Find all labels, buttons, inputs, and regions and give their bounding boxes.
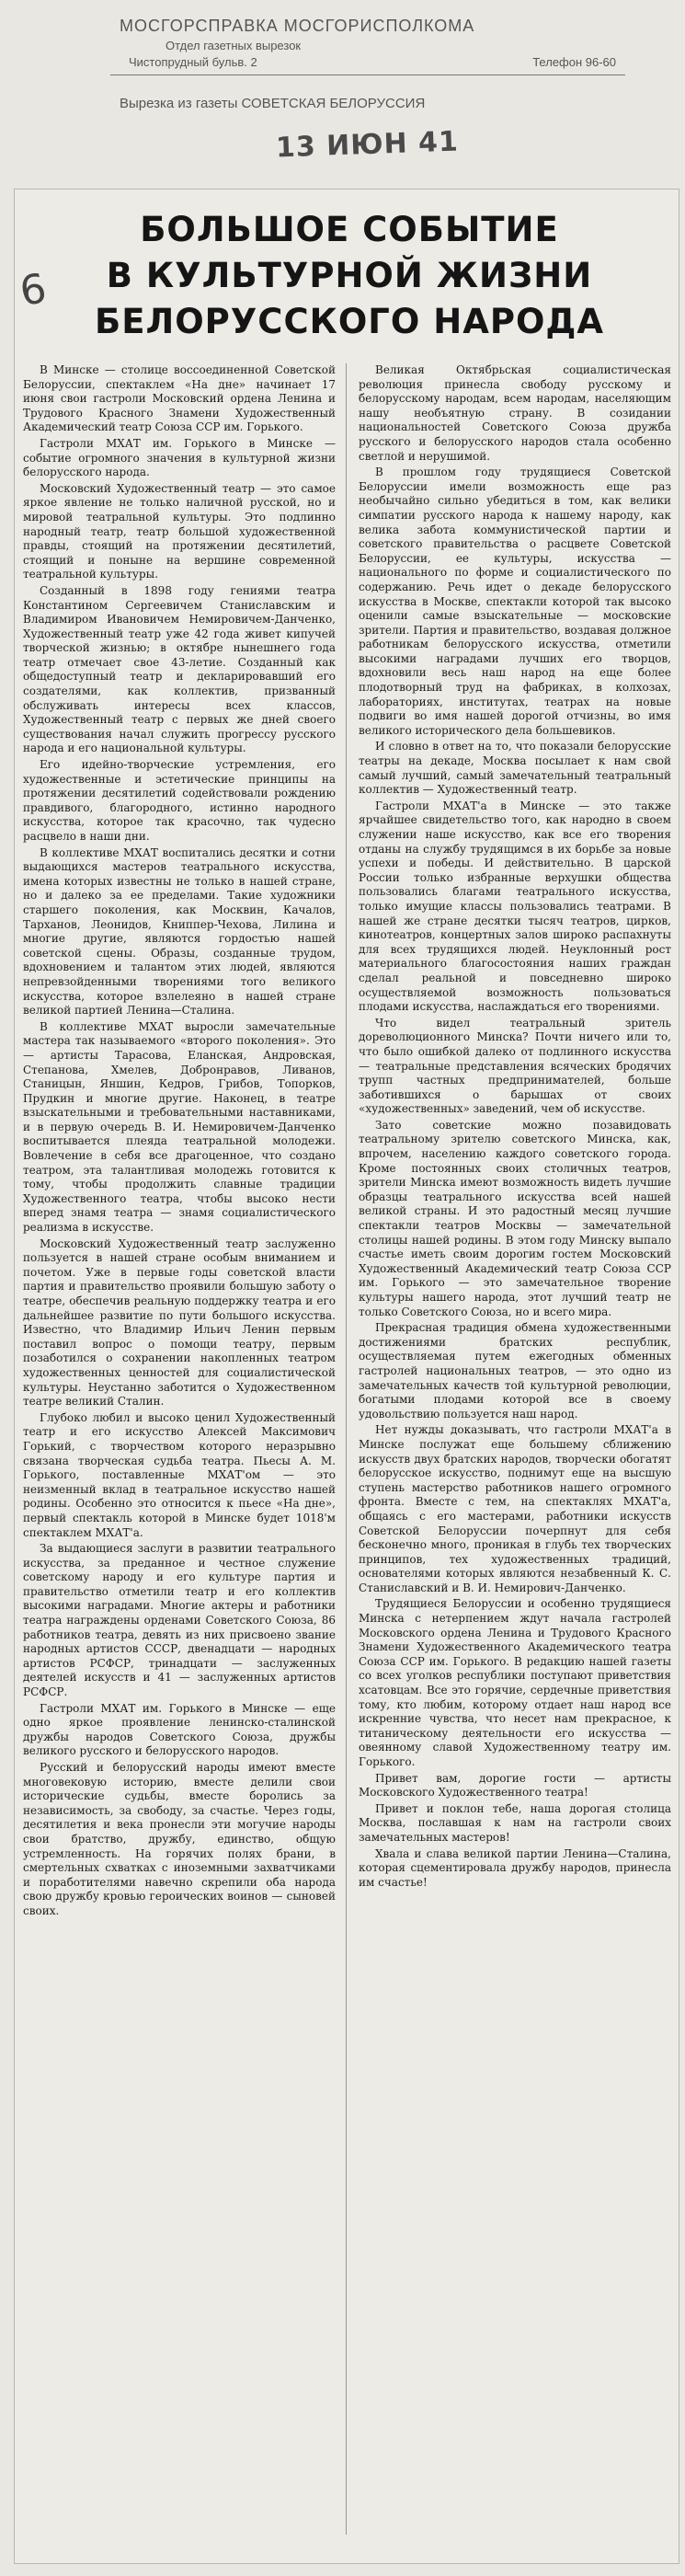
paragraph: За выдающиеся заслуги в развитии театрального искусства, за преданное и честное служение советскому народу и его культуре партия и правительство отметили театр и его коллектив высокими наградами. Многие актеры и работники театра награждены орденами Советского Союза, 86 работников театра, девять из них присвоено звание народных артистов СССР, двенадцати — народных артистов РСФСР, тринадцати — заслуженных деятелей искусств и 41 — заслуженных артистов РСФСР. [23,1542,336,1699]
paragraph: Московский Художественный театр заслуженно пользуется в нашей стране особым вниманием и почетом. Уже в первые годы советской власти партия и правительство проявили большую заботу о театре, обеспечив реальную поддержку театра и его дальнейшее развитие по пути большого искусства. Известно, что Владимир Ильич Ленин первым поставил вопрос о помощи театру, первым позаботился о сохранении накопленных театром художественных ценностей для социалистической культуры. Неустанно заботится о Художественном театре великий Сталин. [23,1236,336,1409]
article-headline [64,207,634,345]
headline-line-1: БОЛЬШОЕ СОБЫТИЕ [140,210,559,249]
stamp-contact-line [110,55,625,69]
headline-line-3: БЕЛОРУССКОГО НАРОДА [95,302,604,341]
paragraph: Русский и белорусский народы имеют вместе многовековую историю, вместе делили свои исторические судьбы, вместе боролись за независимость, за свободу, за счастье. Через годы, десятилетия и века пронесли эти могучие народы свои братство, дружбу, единство, общую устремленность. На горячих полях брани, в смертельных схватках с иноземными захватчиками и поработителями навечно скрепили оба народа свою дружбу кровью героических воинов — сыновей своих. [23,1761,336,1917]
paragraph: В коллективе МХАТ воспитались десятки и сотни выдающихся мастеров театрального искусства, имена которых известны не только в нашей стране, но и далеко за ее пределами. Такие художники старшего поколения, как Москвин, Качалов, Тарханов, Леонидов, Книппер-Чехова, Лилина и многие другие, являются гордостью нашей советской сцены. Образы, созданные трудом, вдохновением и талантом этих людей, являются непревзойденными творениями того великого искусства, которое взлелеяно в нашей стране великой партией Ленина—Сталина. [23,845,336,1018]
paragraph: Нет нужды доказывать, что гастроли МХАТ'а в Минске послужат еще большему сближению искусств двух братских народов, творчески обогатят белорусское искусство, поднимут еще на высшую ступень мастерство работников нашего огромного фронта. Вместе с тем, на спектаклях МХАТ'а, общаясь с его мастерами, работники искусств Советской Белоруссии почерпнут для себя бесконечно много, проникая в глубь тех творческих принципов, тех художественных традиций, основателями которых являются незабвенный К. С. Станиславский и В. И. Немирович-Данченко. [359,1423,671,1594]
date-stamp: 13 ИЮН 41 [275,125,460,165]
stamp-organization: МОСГОРСПРАВКА МОСГОРИСПОЛКОМА [120,17,475,35]
margin-note: 6 [16,264,51,316]
stamp-department: Отдел газетных вырезок [166,39,302,52]
right-column [359,363,671,2544]
stamp-source: Вырезка из газеты СОВЕТСКАЯ БЕЛОРУССИЯ [120,96,426,111]
paragraph: Великая Октябрьская социалистическая революция принесла свободу русскому и белорусскому народам, всем народам, населяющим нашу необъятную страну. В созидании национальностей Советского Союза дружба русского и белорусского народов стала особенно светлой и нерушимой. [359,363,671,463]
paragraph: Московский Художественный театр — это самое яркое явление не только наличной русской, но и мировой театральной культуры. Это подлинно народный театр, театр большой художественной правды, стоящий на протяжении десятилетий, стоящий и поныне на вершине современной театральной культуры. [23,481,336,581]
paragraph: Зато советские можно позавидовать театральному зрителю советского Минска, как, впрочем, населению каждого советского города. Кроме постоянных своих столичных театров, зрители Минска имеют возможность видеть лучшие образцы театрального искусства всей нашей великой страны. И это радостный месяц лучшие спектакли театров Москвы — замечательной столицы нашей родины. В этом году Минску выпало счастье иметь своим дорогим гостем Московский Художественный Академический театр Союза ССР им. Горького — это замечательное творение культуры нашего народа, этот лучший театр не только Советского Союза, но и всего мира. [359,1118,671,1318]
paragraph: Трудящиеся Белоруссии и особенно трудящиеся Минска с нетерпением ждут начала гастролей Московского ордена Ленина и Трудового Красного Знамени Художественного Академического театра Союза ССР им. Горького. В редакцию нашей газеты со всех уголков республики поступают приветствия хсатовцам. Все это горячие, сердечные приветствия тому, кто любим, которому отдает наш народ все искренние чувства, что несет нам прекрасное, к титаническому деятельности его искусства — овеянному славой Художественному театру им. Горького. [359,1597,671,1768]
paragraph: Гастроли МХАТ им. Горького в Минске — событие огромного значения в культурной жизни белорусского народа. [23,436,336,479]
paragraph: Прекрасная традиция обмена художественными достижениями братских республик, осуществляемая путем ежегодных обменных гастролей национальных театров, — это одно из замечательных качеств той культурной революции, богатыми плодами которой все в своему удовольствию пользуется наш народ. [359,1321,671,1420]
paragraph: В Минске — столице воссоединенной Советской Белоруссии, спектаклем «На дне» начинает 17 июня свои гастроли Московский ордена Ленина и Трудового Красного Знамени Художественный Академический театр Союза ССР им. Горького. [23,363,336,434]
paragraph: В прошлом году трудящиеся Советской Белоруссии имели возможность еще раз необычайно сильно убедиться в том, как велики симпатии русского народа к нашему народу, как велика забота коммунистической партии и советского правительства о расцвете Советской Белоруссии, ее культуры, искусства — национального по форме и социалистического по содержанию. Речь идет о декаде белорусского искусства в Москве, спектакли которой так высоко оценили самые взыскательные — московские зрители. Партия и правительство, воздавая должное работникам белорусского искусства, отметили высокими наградами лучших его творцов, вдохновили весь наш народ на еще более плодотворный труд на фабриках, в колхозах, лабораториях, институтах, театрах на новые подвиги во имя нашей дорогой отчизны, во имя великого исторического дела большевиков. [359,466,671,737]
headline-line-2: В КУЛЬТУРНОЙ ЖИЗНИ [106,256,593,295]
paragraph: Привет и поклон тебе, наша дорогая столица Москва, пославшая к нам на гастроли своих замечательных мастеров! [359,1801,671,1844]
stamp-phone: Телефон 96-60 [532,55,616,69]
article-body [23,363,671,2544]
paragraph: Что видел театральный зритель дореволюционного Минска? Почти ничего или то, что было ошибкой далеко от подлинного искусства — театральные представления всяческих бродячих трупп частных предпринимателей, больше заботившихся о барышах от своих «художественных» заведений, чем об искусстве. [359,1016,671,1116]
paragraph: Его идейно-творческие устремления, его художественные и эстетические принципы на протяжении десятилетий содействовали рождению правдивого, благородного, истинно народного искусства, которое так красочно, так чудесно расцвело в наши дни. [23,758,336,843]
paragraph: Гастроли МХАТ им. Горького в Минске — еще одно яркое проявление ленинско-сталинской дружбы народов Советского Союза, дружбы великого русского и белорусского народов. [23,1701,336,1758]
paragraph: Гастроли МХАТ'а в Минске — это также ярчайшее свидетельство того, как народно в своем служении наше искусство, как все его творения отданы на службу трудящимся в их борьбе за новые успехи и победы. И действительно. В царской России только избранные верхушки общества пользовались благами театрального искусства, только имущие классы пользовались театрами. В нашей же стране десятки тысяч театров, цирков, кинотеатров, концертных залов широко распахнуты для всех трудящихся людей. Неуклонный рост материального благосостояния наших граждан сделал реальной и повседневно широко осуществляемой возможность пользоваться плодами искусства, наслаждаться его творениями. [359,799,671,1014]
paragraph: Созданный в 1898 году гениями театра Константином Сергеевичем Станиславским и Владимиром Ивановичем Немировичем-Данченко, Художественный театр уже 42 года живет кипучей творческой жизнью; в октябре нынешнего года театр отмечает свое 43-летие. Созданный как общедоступный театр и декларировавший его создателями, как коллектив, призванный обслуживать интересы всех классов, Художественный театр с первых же дней своего существования начал служить прогрессу русского народа и его национальной культуры. [23,583,336,755]
paragraph: И словно в ответ на то, что показали белорусские театры на декаде, Москва посылает к нам свой самый лучший, самый замечательный театральный коллектив — Художественный театр. [359,740,671,797]
left-column [23,363,336,2544]
paragraph: Привет вам, дорогие гости — артисты Московского Художественного театра! [359,1771,671,1800]
paragraph: Глубоко любил и высоко ценил Художественный театр и его искусство Алексей Максимович Горький, с творчеством которого неразрывно связана творческая судьба театра. Пьесы А. М. Горького, поставленные МХАТ'ом — это неизменный вклад в театральное искусство нашей родины. Особенно это относится к пьесе «На дне», первый спектакль которой в Минске будет 1018'м спектаклем МХАТ'а. [23,1410,336,1539]
paragraph: В коллективе МХАТ выросли замечательные мастера так называемого «второго поколения». Это — артисты Тарасова, Еланская, Андровская, Степанова, Хмелев, Добронравов, Ливанов, Станицын, Яншин, Кедров, Грибов, Топорков, Прудкин и многие другие. Наконец, в театре взыскательными и требовательными наставниками, и в первую очередь В. И. Немировичем-Данченко воспитывается плеяда театральной молодежи. Вовлечение в себя все драгоценное, что создано театром, эта талантливая молодежь готовится к тому, чтобы продолжить славные традиции Художественного театра, чтобы высоко нести вперед знамя театра — знамя социалистического реализма в искусстве. [23,1019,336,1235]
paragraph: Хвала и слава великой партии Ленина—Сталина, которая сцементировала дружбу народов, принесла им счастье! [359,1846,671,1889]
stamp-address: Чистопрудный бульв. 2 [129,55,257,69]
